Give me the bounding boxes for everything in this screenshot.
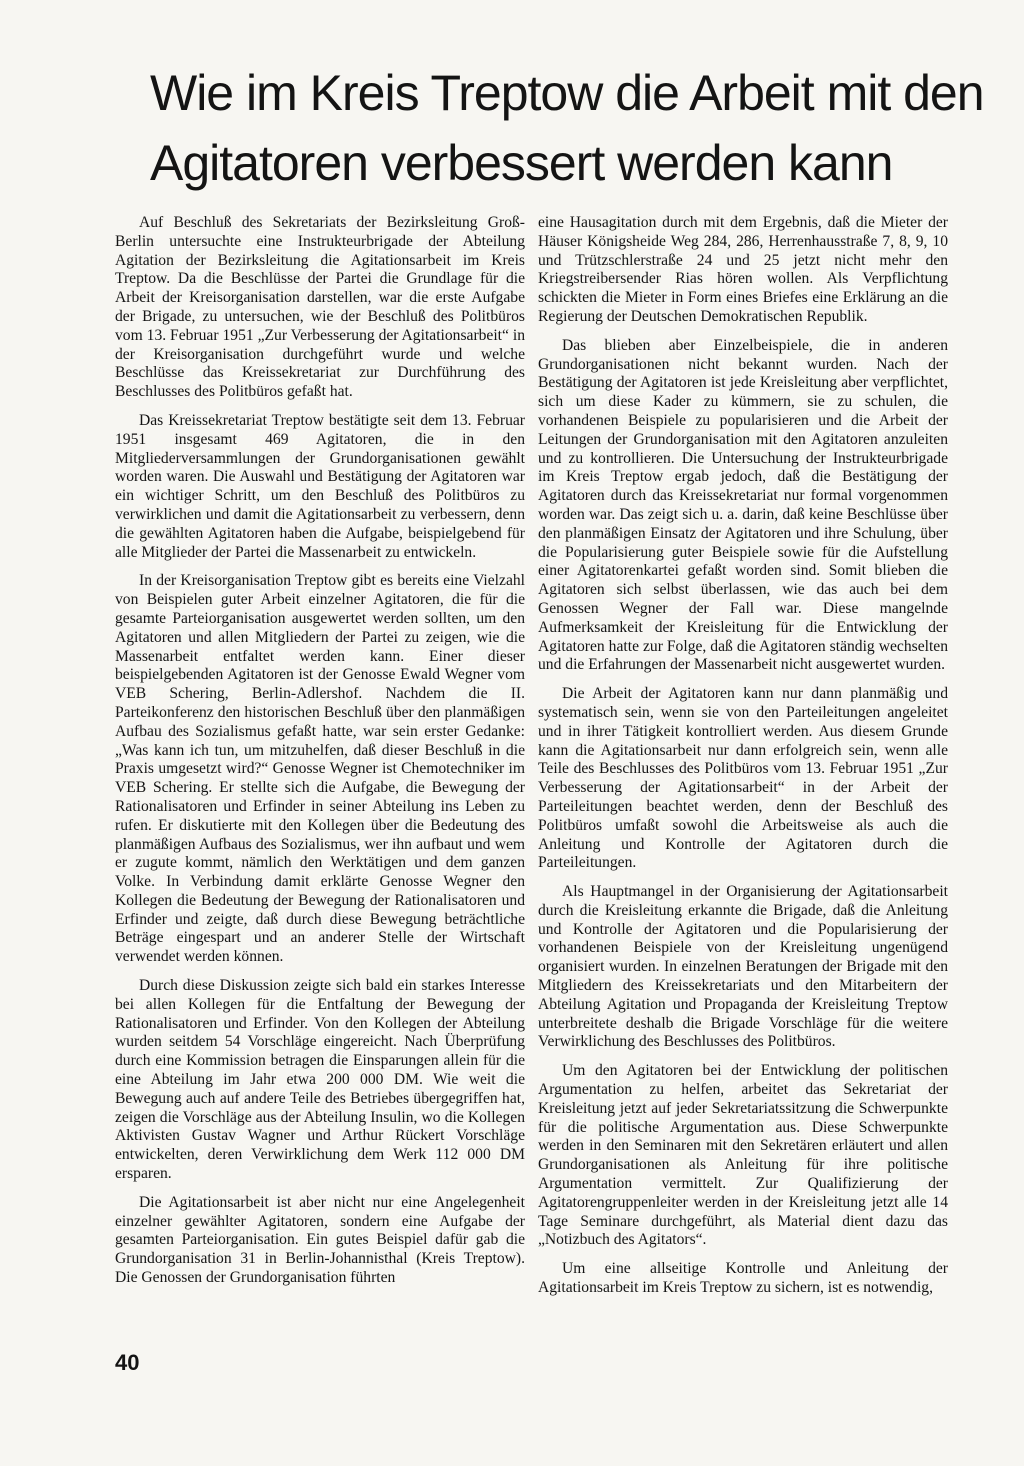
page-number: 40: [115, 1350, 140, 1375]
paragraph: In der Kreisorganisation Treptow gibt es bereits eine Vielzahl von Beispielen guter Arbeit einzelner Agitatoren, die für die gesamte Parteiorganisation ausgewertet werden sollten, um den Agitatoren und allen Mitgliedern der Partei zu zeigen, wie die Massenarbeit entfaltet werden kann. Einer dieser beispielgebenden Agitatoren ist der Genosse Ewald Wegner vom VEB Schering, Berlin-Adlershof. Nachdem die II. Parteikonferenz den historischen Beschluß über den planmäßigen Aufbau des Sozialismus gefaßt hatte, war sein erster Gedanke: „Was kann ich tun, um mitzuhelfen, daß dieser Beschluß in die Praxis umgesetzt wird?“ Genosse Wegner ist Chemotechniker im VEB Schering. Er stellte sich die Aufgabe, die Bewegung der Rationalisatoren und Erfinder in seiner Abteilung ins Leben zu rufen. Er diskutierte mit den Kollegen über die Bedeutung des planmäßigen Aufbaus des Sozialismus, wer ihn aufbaut und wem er zugute kommt, nämlich den Werktätigen und dem ganzen Volke. In Verbindung damit erklärte Genosse Wegner den Kollegen die Bedeutung der Bewegung der Rationalisatoren und Erfinder und zeigte, daß durch diese Bewegung beträchtliche Beträge eingespart und an anderer Stelle der Wirtschaft verwendet werden können.: [115, 572, 525, 966]
article-title: Wie im Kreis Treptow die Arbeit mit den Agitatoren verbessert werden kann: [150, 65, 984, 191]
paragraph: Die Agitationsarbeit ist aber nicht nur eine Angelegenheit einzelner gewählter Agitatoren, sondern eine Aufgabe der gesamten Parteiorganisation. Ein gutes Beispiel dafür gab die Grundorganisation 31 in Berlin-Johannisthal (Kreis Treptow). Die Genossen der Grundorganisation führten: [115, 1193, 525, 1287]
paragraph: Das Kreissekretariat Treptow bestätigte seit dem 13. Februar 1951 insgesamt 469 Agitatoren, die in den Mitgliederversammlungen der Grundorganisationen gewählt worden waren. Die Auswahl und Bestätigung der Agitatoren war ein wichtiger Schritt, um den Beschluß des Politbüros zu verwirklichen und damit die Agitationsarbeit zu verbessern, denn die gewählten Agitatoren haben die Aufgabe, beispielgebend für alle Mitglieder der Partei die Massenarbeit zu entwickeln.: [115, 411, 525, 561]
paragraph: Um eine allseitige Kontrolle und Anleitung der Agitationsarbeit im Kreis Treptow zu sichern, ist es notwendig,: [538, 1260, 948, 1297]
paragraph: Das blieben aber Einzelbeispiele, die in anderen Grundorganisationen nicht bekannt wurden. Nach der Bestätigung der Agitatoren ist jede Kreisleitung aber verpflichtet, sich um diese Kader zu kümmern, sie zu schulen, die vorhandenen Beispiele zu popularisieren und die Arbeit der Leitungen der Grundorganisation mit den Agitatoren anzuleiten und zu kontrollieren. Die Untersuchung der Instrukteurbrigade im Kreis Treptow ergab jedoch, daß die Bestätigung der Agitatoren durch das Kreissekretariat nur formal vorgenommen worden war. Das zeigt sich u. a. darin, daß keine Beschlüsse über den planmäßigen Einsatz der Agitatoren und ihre Schulung, über die Popularisierung guter Beispiele sowie für die Aufstellung einer Agitatorenkartei gefaßt worden sind. Somit blieben die Agitatoren sich selbst überlassen, wie das auch bei dem Genossen Wegner der Fall war. Diese mangelnde Aufmerksamkeit der Kreisleitung für die Entwicklung der Agitatoren hatte zur Folge, daß die Agitatoren ständig wechselten und die Erfahrungen der Massenarbeit nicht ausgewertet wurden.: [538, 336, 948, 674]
paragraph: Die Arbeit der Agitatoren kann nur dann planmäßig und systematisch sein, wenn sie von den Parteileitungen angeleitet und in ihrer Tätigkeit kontrolliert werden. Aus diesem Grunde kann die Agitationsarbeit nur dann erfolgreich sein, wenn alle Teile des Beschlusses des Politbüros vom 13. Februar 1951 „Zur Verbesserung der Agitationsarbeit“ in der Arbeit der Parteileitungen beachtet werden, denn der Beschluß des Politbüros umfaßt sowohl die Arbeitsweise als auch die Anleitung und Kontrolle der Agitatoren durch die Parteileitungen.: [538, 685, 948, 872]
paragraph: Als Hauptmangel in der Organisierung der Agitationsarbeit durch die Kreisleitung erkannte die Brigade, daß die Anleitung und Kontrolle der Agitatoren und die Popularisierung der vorhandenen Beispiele von der Kreisleitung ungenügend organisiert wurden. In einzelnen Beratungen der Brigade mit den Mitgliedern des Kreissekretariats und den Mitarbeitern der Abteilung Agitation und Propaganda der Kreisleitung Treptow unterbreitete deshalb die Brigade Vorschläge für die weitere Verwirklichung des Beschlusses des Politbüros.: [538, 883, 948, 1051]
paragraph: Durch diese Diskussion zeigte sich bald ein starkes Interesse bei allen Kollegen für die Entfaltung der Bewegung der Rationalisatoren und Erfinder. Von den Kollegen der Abteilung wurden seitdem 54 Vorschläge eingereicht. Nach Überprüfung durch eine Kommission betragen die Einsparungen allein für die eine Abteilung im Jahr etwa 200 000 DM. Wie weit die Bewegung auch auf andere Teile des Betriebes übergegriffen hat, zeigen die Vorschläge aus der Abteilung Insulin, wo die Kollegen Aktivisten Gustav Wagner und Arthur Rückert Vorschläge entwickelten, deren Verwirklichung dem Werk 112 000 DM ersparen.: [115, 977, 525, 1183]
column-left: [115, 214, 525, 1298]
paragraph: Auf Beschluß des Sekretariats der Bezirksleitung Groß-Berlin untersuchte eine Instrukteurbrigade der Abteilung Agitation der Bezirksleitung die Agitationsarbeit im Kreis Treptow. Da die Beschlüsse der Partei die Grundlage für die Arbeit der Kreisorganisation darstellen, war die erste Aufgabe der Brigade, zu untersuchen, wie der Beschluß des Politbüros vom 13. Februar 1951 „Zur Verbesserung der Agitationsarbeit“ in der Kreisorganisation durchgeführt wurde und welche Beschlüsse das Kreissekretariat zur Durchführung des Beschlusses des Politbüros gefaßt hat.: [115, 214, 525, 401]
paragraph: eine Hausagitation durch mit dem Ergebnis, daß die Mieter der Häuser Königsheide Weg 284, 286, Herrenhausstraße 7, 8, 9, 10 und Trützschlerstraße 24 und 25 jetzt nicht mehr den Kriegstreibersender Rias hören wollen. Als Verpflichtung schickten die Mieter in Form eines Briefes eine Erklärung an die Regierung der Deutschen Demokratischen Republik.: [538, 214, 948, 325]
paragraph: Um den Agitatoren bei der Entwicklung der politischen Argumentation zu helfen, arbeitet das Sekretariat der Kreisleitung jetzt auf jeder Sekretariatssitzung die Schwerpunkte für die politische Argumentation aus. Diese Schwerpunkte werden in den Seminaren mit den Sekretären erläutert und allen Grundorganisationen als Anleitung für ihre politische Argumentation vermittelt. Zur Qualifizierung der Agitatorengruppenleiter werden in der Kreisleitung jetzt alle 14 Tage Seminare durchgeführt, als Material dient dazu das „Notizbuch des Agitators“.: [538, 1062, 948, 1249]
column-right: [538, 214, 948, 1308]
